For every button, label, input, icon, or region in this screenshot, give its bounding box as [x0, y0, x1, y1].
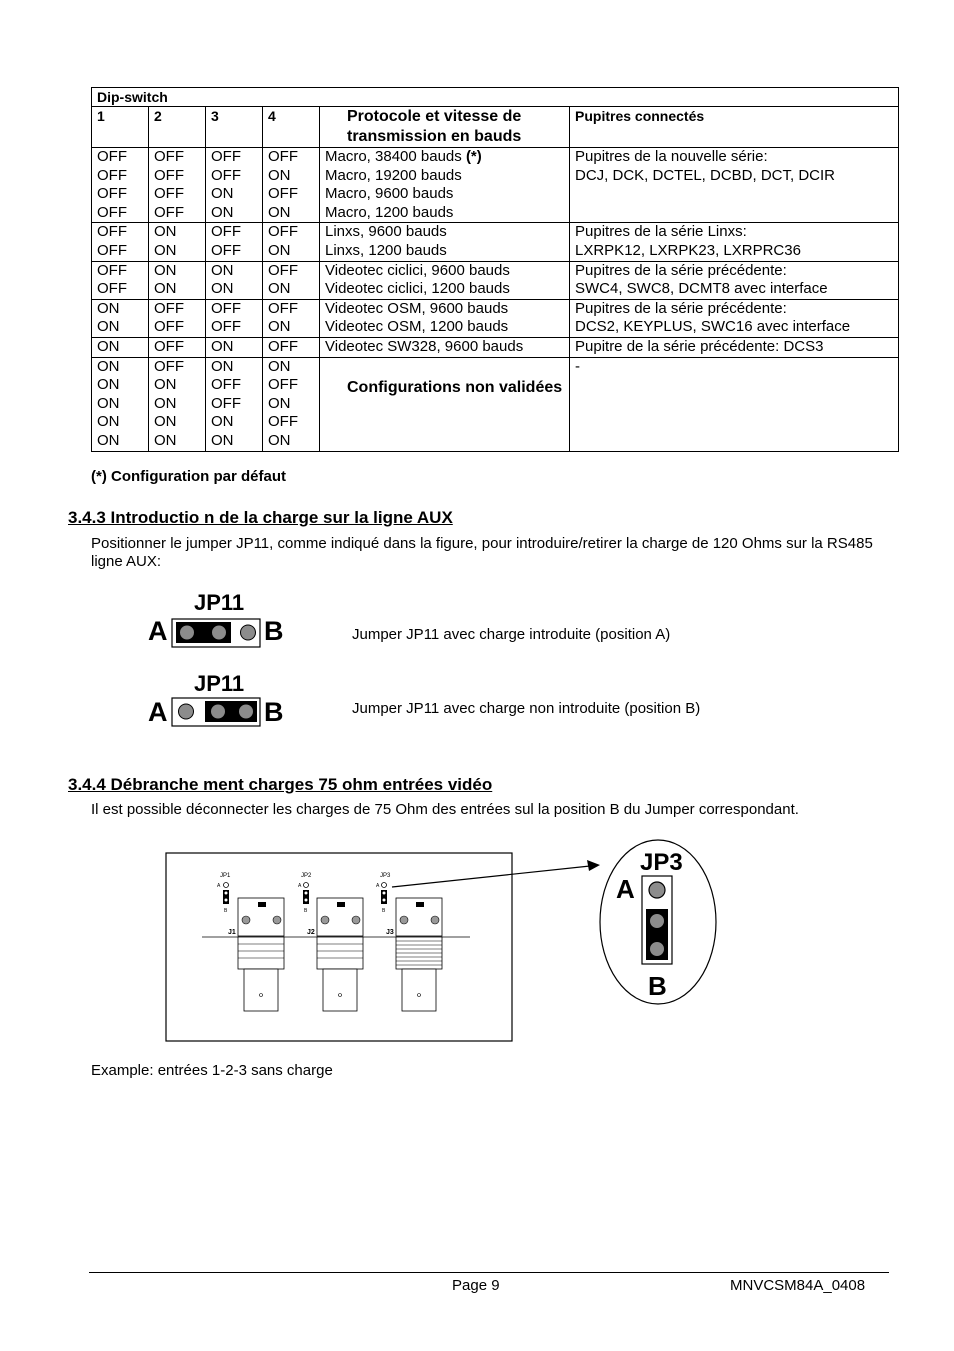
col-header-4: 4: [263, 107, 320, 148]
switch-state: OFF: [211, 223, 241, 241]
switch-1-cell: [92, 223, 149, 261]
switch-state: OFF: [268, 376, 298, 394]
switch-state: ON: [154, 413, 177, 431]
section-343-paragraph: Positionner le jumper JP11, comme indiqué dans la figure, pour introduire/retirer la charge de 120 Ohms sur la RS485 ligne AUX:: [91, 535, 873, 570]
protocol-line: [325, 300, 564, 319]
jp3-zoom-pin-2: [650, 914, 665, 929]
board-jp1-side-a: A: [217, 883, 221, 889]
board-jp3-pin-a: [382, 883, 387, 888]
board-jp1-label: JP1: [220, 873, 231, 879]
switch-3-cell: [206, 299, 263, 337]
jp11-a-side-b: B: [264, 616, 284, 646]
switch-state: OFF: [268, 299, 298, 317]
board-jp2-side-b: B: [304, 908, 308, 914]
jp11-b-pin-3: [239, 704, 254, 719]
switch-state: ON: [97, 376, 120, 394]
invalid-config-cell: [320, 357, 570, 451]
board-jp2-side-a: A: [298, 883, 302, 889]
switch-2-cell: [149, 148, 206, 223]
switch-1-cell: [92, 337, 149, 357]
protocol-line: [325, 185, 564, 204]
jp11-b-side-b: B: [264, 697, 284, 727]
board-jumper-diagram: [160, 838, 730, 1048]
default-config-note: (*) Configuration par défaut: [91, 468, 286, 485]
protocol-cell: [320, 223, 570, 261]
protocol-text: Videotec ciclici, 1200 bauds: [325, 280, 510, 298]
consoles-line: SWC4, SWC8, DCMT8 avec interface: [575, 280, 828, 298]
switch-state: ON: [268, 203, 291, 221]
bnc-connector-j1: [238, 898, 284, 1011]
switch-2-cell: [149, 357, 206, 451]
protocol-line: [325, 338, 564, 357]
switch-state: ON: [211, 185, 234, 203]
consoles-cell: [570, 223, 899, 261]
jp3-zoom-pin-a: [649, 882, 665, 898]
switch-4-cell: [263, 299, 320, 337]
board-jp2-pin-2: [305, 892, 308, 895]
board-jp1-pin-2: [225, 892, 228, 895]
consoles-line: LXRPK12, LXRPK23, LXRPRC36: [575, 241, 801, 259]
consoles-line: Pupitres de la nouvelle série:: [575, 148, 768, 165]
jp11-diagram-position-b: [146, 669, 286, 731]
jp3-zoom-side-a: A: [616, 874, 635, 904]
switch-state: OFF: [154, 357, 184, 375]
switch-state: ON: [154, 241, 177, 259]
switch-state: ON: [211, 280, 234, 298]
protocol-cell: [320, 261, 570, 299]
switch-1-cell: [92, 299, 149, 337]
footer-document-code: MNVCSM84A_0408: [730, 1277, 866, 1294]
switch-state: OFF: [97, 203, 127, 221]
protocol-text: Macro, 9600 bauds: [325, 185, 454, 203]
switch-state: OFF: [268, 223, 298, 241]
switch-state: OFF: [211, 376, 241, 394]
switch-state: OFF: [97, 241, 127, 259]
jp3-zoom-pin-3: [650, 942, 665, 957]
switch-state: ON: [154, 431, 177, 449]
protocol-text: Macro, 19200 bauds: [325, 166, 462, 184]
jp11-b-svg: [146, 669, 286, 731]
consoles-cell: [570, 299, 899, 337]
jp11-a-side-a: A: [148, 616, 168, 646]
jp11-b-side-a: A: [148, 697, 168, 727]
board-jp3-pin-3: [383, 899, 386, 902]
protocol-cell: [320, 337, 570, 357]
board-jp3-pin-2: [383, 892, 386, 895]
switch-state: ON: [211, 203, 234, 221]
switch-state: OFF: [211, 148, 241, 165]
switch-state: OFF: [97, 166, 127, 184]
switch-state: ON: [97, 337, 120, 355]
switch-state: OFF: [154, 318, 184, 336]
switch-state: OFF: [97, 223, 127, 241]
protocol-text: Linxs, 1200 bauds: [325, 241, 447, 259]
jp3-zoom-side-b: B: [648, 971, 667, 1001]
invalid-consoles-cell: -: [570, 357, 899, 451]
jp11-a-label: JP11: [194, 590, 245, 615]
board-jp1-pin-3: [225, 899, 228, 902]
switch-2-cell: [149, 261, 206, 299]
switch-state: ON: [154, 376, 177, 394]
switch-4-cell: [263, 148, 320, 223]
footer-divider: [89, 1272, 889, 1273]
switch-3-cell: [206, 357, 263, 451]
dip-switch-header: Dip-switch: [92, 88, 899, 107]
board-j1-label: J1: [228, 929, 236, 936]
consoles-line: Pupitres de la série précédente:: [575, 261, 787, 279]
section-344-paragraph: Il est possible déconnecter les charges de 75 Ohm des entrées sul la position B du Jumper correspondant.: [91, 801, 799, 818]
switch-3-cell: [206, 261, 263, 299]
consoles-cell: [570, 148, 899, 223]
switch-state: OFF: [211, 166, 241, 184]
switch-state: OFF: [154, 299, 184, 317]
table-row: [92, 223, 899, 261]
col-header-1: 1: [92, 107, 149, 148]
col-header-3: 3: [206, 107, 263, 148]
invalid-config-label: Configurations non validées: [347, 378, 563, 396]
zoom-arrow-head: [587, 860, 600, 871]
protocol-line: [325, 223, 564, 242]
board-diagram-svg: [160, 838, 730, 1048]
switch-state: OFF: [154, 203, 184, 221]
switch-state: OFF: [154, 148, 184, 165]
switch-state: ON: [154, 261, 177, 279]
switch-1-cell: [92, 148, 149, 223]
switch-2-cell: [149, 223, 206, 261]
protocol-text: Videotec OSM, 9600 bauds: [325, 299, 509, 317]
protocol-line: [325, 242, 564, 261]
jp11-b-label: JP11: [194, 671, 245, 696]
switch-state: OFF: [211, 318, 241, 336]
switch-2-cell: [149, 299, 206, 337]
bnc-connector-j2: [317, 898, 363, 1011]
consoles-line: DCS2, KEYPLUS, SWC16 avec interface: [575, 318, 851, 336]
consoles-cell: [570, 337, 899, 357]
board-jp1-side-b: B: [224, 908, 228, 914]
jp11-caption-a: Jumper JP11 avec charge introduite (position A): [352, 626, 671, 643]
board-j3-label: J3: [386, 929, 394, 936]
board-jp3-side-a: A: [376, 883, 380, 889]
protocol-header: Protocole et vitesse de transmission en bauds: [320, 107, 570, 148]
section-title-344: 3.4.4 Débranche ment charges 75 ohm entrées vidéo: [68, 775, 493, 794]
switch-state: OFF: [97, 280, 127, 298]
col-header-2: 2: [149, 107, 206, 148]
switch-state: OFF: [154, 166, 184, 184]
default-marker: (*): [465, 148, 482, 165]
jp11-diagram-position-a: [146, 588, 286, 650]
switch-state: ON: [97, 431, 120, 449]
consoles-line: Pupitres de la série Linxs:: [575, 223, 747, 241]
switch-state: OFF: [154, 185, 184, 203]
switch-state: ON: [97, 413, 120, 431]
protocol-line: [325, 280, 564, 299]
consoles-line: DCJ, DCK, DCTEL, DCBD, DCT, DCIR: [575, 166, 836, 184]
board-jp2-label: JP2: [301, 873, 312, 879]
switch-state: OFF: [268, 413, 298, 431]
consoles-header: Pupitres connectés: [570, 107, 899, 148]
dip-switch-table: [91, 87, 899, 452]
protocol-cell: [320, 148, 570, 223]
switch-2-cell: [149, 337, 206, 357]
switch-state: OFF: [211, 299, 241, 317]
dip-table-body: [92, 148, 899, 452]
switch-state: ON: [268, 318, 291, 336]
switch-4-cell: [263, 337, 320, 357]
switch-state: ON: [211, 337, 234, 355]
switch-state: ON: [154, 394, 177, 412]
switch-state: ON: [211, 357, 234, 375]
protocol-line: [325, 262, 564, 281]
table-row: [92, 261, 899, 299]
protocol-line: [325, 148, 564, 167]
switch-state: ON: [268, 394, 291, 412]
jp11-b-pin-2: [211, 704, 226, 719]
example-caption: Example: entrées 1-2-3 sans charge: [91, 1062, 333, 1079]
protocol-text: Macro, 38400 bauds: [325, 148, 462, 165]
switch-state: ON: [211, 431, 234, 449]
switch-4-cell: [263, 357, 320, 451]
protocol-text: Linxs, 9600 bauds: [325, 223, 447, 241]
switch-state: ON: [97, 299, 120, 317]
switch-1-cell: [92, 261, 149, 299]
table-row-invalid: [92, 357, 899, 451]
protocol-cell: [320, 299, 570, 337]
protocol-text: Videotec ciclici, 9600 bauds: [325, 261, 510, 279]
switch-state: OFF: [268, 185, 298, 203]
switch-state: OFF: [154, 337, 184, 355]
switch-state: OFF: [268, 261, 298, 279]
footer-page-number: Page 9: [452, 1277, 500, 1294]
board-jp2-pin-a: [304, 883, 309, 888]
section-title-343: 3.4.3 Introductio n de la charge sur la ligne AUX: [68, 508, 453, 527]
board-j2-label: J2: [307, 929, 315, 936]
switch-state: ON: [268, 280, 291, 298]
switch-state: OFF: [268, 148, 298, 165]
table-row: [92, 299, 899, 337]
board-jp3-label: JP3: [380, 873, 391, 879]
switch-4-cell: [263, 223, 320, 261]
consoles-line: Pupitre de la série précédente: DCS3: [575, 337, 824, 355]
jp11-a-pin-2: [212, 625, 227, 640]
switch-4-cell: [263, 261, 320, 299]
protocol-line: [325, 318, 564, 337]
switch-state: ON: [268, 166, 291, 184]
jp11-caption-b: Jumper JP11 avec charge non introduite (position B): [352, 700, 701, 717]
protocol-line: [325, 167, 564, 186]
switch-state: ON: [211, 261, 234, 279]
jp11-a-svg: [146, 588, 286, 650]
switch-state: ON: [154, 280, 177, 298]
switch-3-cell: [206, 223, 263, 261]
jp11-b-pin-1: [179, 704, 194, 719]
switch-3-cell: [206, 148, 263, 223]
consoles-cell: [570, 261, 899, 299]
switch-state: OFF: [97, 185, 127, 203]
jp3-zoom-label: JP3: [640, 849, 683, 876]
switch-state: OFF: [268, 337, 298, 355]
board-jp1-pin-a: [224, 883, 229, 888]
switch-state: ON: [97, 394, 120, 412]
switch-state: OFF: [97, 148, 127, 165]
board-jp2-pin-3: [305, 899, 308, 902]
protocol-text: Videotec SW328, 9600 bauds: [325, 337, 524, 355]
switch-state: OFF: [97, 261, 127, 279]
switch-state: ON: [268, 431, 291, 449]
switch-3-cell: [206, 337, 263, 357]
table-row: [92, 148, 899, 223]
protocol-text: Videotec OSM, 1200 bauds: [325, 318, 509, 336]
switch-state: ON: [268, 241, 291, 259]
table-row: [92, 337, 899, 357]
protocol-text: Macro, 1200 bauds: [325, 203, 454, 221]
consoles-line: Pupitres de la série précédente:: [575, 299, 787, 317]
switch-state: OFF: [211, 241, 241, 259]
switch-state: OFF: [211, 394, 241, 412]
switch-state: ON: [211, 413, 234, 431]
bnc-connector-j3: [396, 898, 442, 1011]
switch-state: ON: [154, 223, 177, 241]
board-jp3-side-b: B: [382, 908, 386, 914]
switch-state: ON: [97, 357, 120, 375]
jp11-a-pin-3: [241, 625, 256, 640]
switch-1-cell: [92, 357, 149, 451]
switch-state: ON: [97, 318, 120, 336]
switch-state: ON: [268, 357, 291, 375]
jp11-a-pin-1: [180, 625, 195, 640]
protocol-line: [325, 204, 564, 223]
